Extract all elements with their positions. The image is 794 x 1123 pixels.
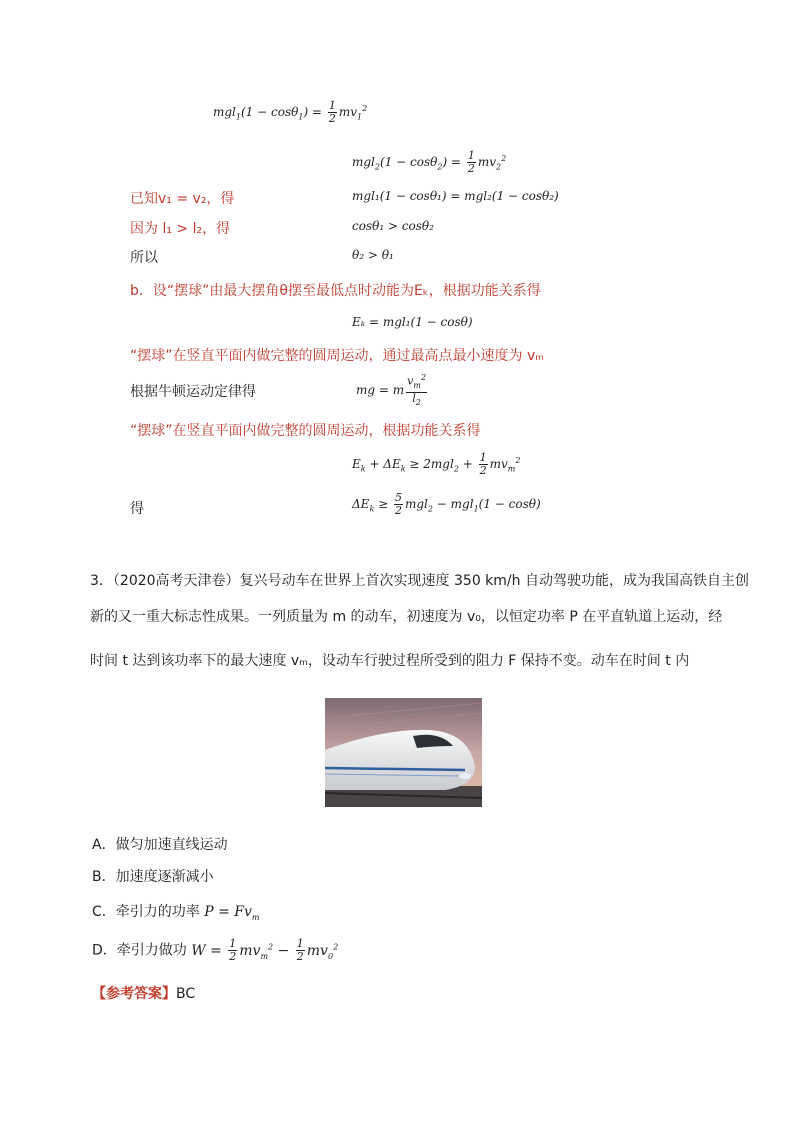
part-b-equation: Eₖ = mgl₁(1 − cosθ) bbox=[352, 315, 473, 329]
question-line-3: 时间 t 达到该功率下的最大速度 vₘ，设动车行驶过程所受到的阻力 F 保持不变。动车在时间 t 内 bbox=[90, 653, 690, 669]
energy-equation: $E_k + \Delta E_k \ge 2mgl_2$ + $\frac{1}{2}$ $mv_m^2$ bbox=[352, 451, 521, 477]
so-equation: θ₂ > θ₁ bbox=[352, 248, 394, 262]
answer-value: BC bbox=[176, 986, 196, 1002]
option-d: D．牵引力做功 W = $\frac{1}{2}$ $mv_m^2$ − $\frac{1}{2}$ $mv_0^2$ bbox=[92, 937, 339, 963]
equation-1: mgl$_1$(1 − cosθ$_1$) = $\frac{1}{2}$ $mv_1^2$ bbox=[213, 99, 368, 125]
question-line-2: 新的又一重大标志性成果。一列质量为 m 的动车，初速度为 v₀，以恒定功率 P 在平直轨道上运动，经 bbox=[90, 609, 723, 625]
result-equation: $\Delta E_k$ ≥ $\frac{5}{2}$ mgl$_2$ − mgl$_1$(1 − cosθ) bbox=[352, 491, 541, 517]
circle-motion-line: “摆球”在竖直平面内做完整的圆周运动，通过最高点最小速度为 vₘ bbox=[130, 348, 544, 364]
because-equation: cosθ₁ > cosθ₂ bbox=[352, 219, 434, 233]
known-label: 已知v₁ = v₂，得 bbox=[130, 191, 235, 207]
so-label: 所以 bbox=[130, 250, 158, 266]
because-label: 因为 l₁ > l₂，得 bbox=[130, 221, 231, 237]
question-number: 3． bbox=[90, 573, 113, 589]
question-source: （2020高考天津卷） bbox=[112, 573, 240, 589]
option-a: A．做匀加速直线运动 bbox=[92, 837, 228, 853]
question-line-1: 3．（2020高考天津卷）复兴号动车在世界上首次实现速度 350 km/h 自动驾驶功能，成为我国高铁自主创 bbox=[90, 573, 749, 589]
part-b-line: b．设“摆球”由最大摆角θ摆至最低点时动能为Eₖ，根据功能关系得 bbox=[130, 283, 541, 299]
answer-tag: 【参考答案】 bbox=[92, 986, 176, 1002]
energy-line: “摆球”在竖直平面内做完整的圆周运动，根据功能关系得 bbox=[130, 423, 481, 439]
known-equation: mgl₁(1 − cosθ₁) = mgl₂(1 − cosθ₂) bbox=[352, 189, 559, 203]
option-c: C．牵引力的功率 $P = Fv_m$ bbox=[92, 904, 260, 922]
reference-answer bbox=[92, 983, 195, 1003]
result-label: 得 bbox=[130, 501, 144, 517]
newton-equation: mg = m $\frac{v_m^2}{l_2}$ bbox=[356, 373, 427, 408]
newton-label: 根据牛顿运动定律得 bbox=[130, 384, 256, 400]
equation-2: mgl$_2$(1 − cosθ$_2$) = $\frac{1}{2}$ $mv_2^2$ bbox=[352, 149, 507, 175]
option-b: B．加速度逐渐减小 bbox=[92, 869, 214, 885]
bullet-train-image bbox=[325, 698, 482, 807]
